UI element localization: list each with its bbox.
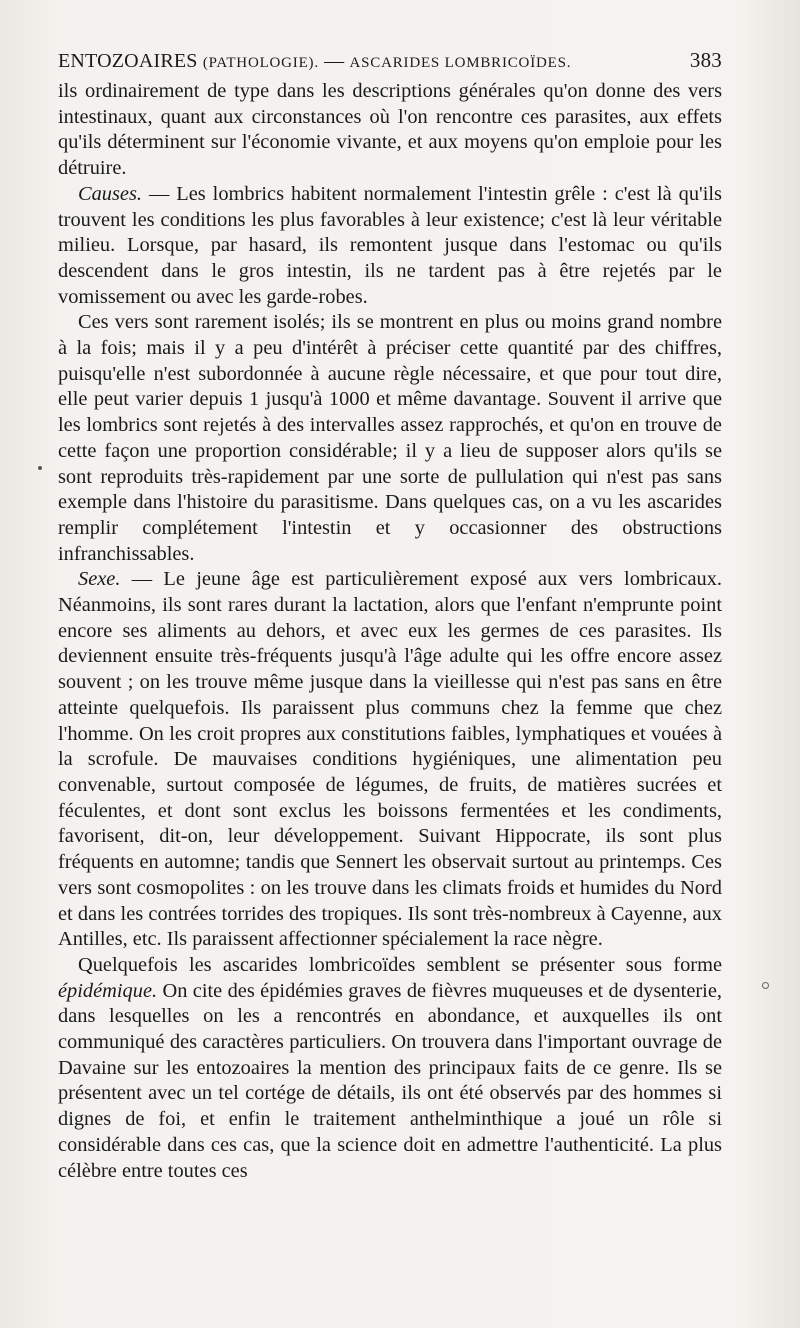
header-title: ENTOZOAIRES bbox=[58, 50, 198, 72]
body-text bbox=[58, 79, 722, 1184]
emphasis-epidemique: épidémique. bbox=[58, 979, 158, 1002]
paragraph-causes: Causes. — Les lombrics habitent normalement l'intestin grêle : c'est là qu'ils trouvent les conditions les plus favorables à leur existence; c'est là leur véritable milieu. Lorsque, par hasard, ils remontent jusque dans l'estomac ou qu'ils descendent dans le gros intestin, ils ne tardent pas à être rejetés par le vomissement ou avec les garde-robes. bbox=[58, 182, 722, 308]
running-header bbox=[58, 48, 722, 73]
running-title bbox=[58, 50, 571, 73]
paragraph: ils ordinairement de type dans les descriptions générales qu'on donne des vers intestinaux, quant aux circonstances où l'on rencontre ces parasites, aux effets qu'ils déterminent sur l'économie vivante, et aux moyens qu'on emploie pour les détruire. bbox=[58, 80, 722, 180]
page-number: 383 bbox=[689, 48, 722, 72]
header-dash: — bbox=[324, 50, 345, 72]
header-subtitle-b: ASCARIDES LOMBRICOÏDES. bbox=[349, 55, 572, 71]
header-subtitle-a: (PATHOLOGIE). bbox=[202, 55, 319, 71]
ink-speck-left bbox=[38, 466, 42, 470]
paragraph-sexe: Sexe. — Le jeune âge est particulièrement exposé aux vers lombricaux. Néanmoins, ils sont rares durant la lactation, alors que l'enfant n'emprunte point encore ses aliments au dehors, et avec eux les germes de ces parasites. Ils deviennent ensuite très-fréquents jusqu'à l'âge adulte qui les offre encore assez souvent ; on les trouve même jusque dans la vieillesse qui n'est pas sans en être atteinte quelquefois. Ils paraissent plus communs chez la femme que chez l'homme. On les croit propres aux constitutions faibles, lymphatiques et vouées à la scrofule. De mauvaises conditions hygiéniques, une alimentation peu convenable, surtout composée de légumes, de fruits, de matières sucrées et féculentes, et dont sont exclus les boissons fermentées et les condiments, favorisent, dit-on, leur développement. Suivant Hippocrate, ils sont plus fréquents en automne; tandis que Sennert les observait surtout au printemps. Ces vers sont cosmopolites : on les trouve dans les climats froids et humides du Nord et dans les contrées torrides des tropiques. Ils sont très-nombreux à Cayenne, aux Antilles, etc. Ils paraissent affectionner spécialement la race nègre. bbox=[58, 568, 722, 951]
ink-speck-right bbox=[762, 982, 769, 989]
paragraph: Ces vers sont rarement isolés; ils se montrent en plus ou moins grand nombre à la fois; mais il y a peu d'intérêt à préciser cette quantité par des chiffres, puisqu'elle n'est subordonnée à aucune règle nécessaire, et que pour tout dire, elle peut varier depuis 1 jusqu'à 1000 et même davantage. Souvent il arrive que les lombrics sont rejetés à des intervalles assez rapprochés, et qu'on en trouve de cette façon une proportion considérable; il y a lieu de supposer alors qu'ils se sont reproduits très-rapidement par une sorte de pullulation qui n'est pas sans exemple dans l'histoire du parasitisme. Dans quelques cas, on a vu les ascarides remplir complétement l'intestin et y occasionner des obstructions infranchissables. bbox=[58, 311, 722, 565]
paragraph: Quelquefois les ascarides lombricoïdes semblent se présenter sous forme épidémique. On cite des épidémies graves de fièvres muqueuses et de dysenterie, dans lesquelles on les a rencontrés en abondance, et auxquelles ils ont communiqué des caractères particuliers. On trouvera dans l'important ouvrage de Davaine sur les entozoaires la mention des principaux faits de ce genre. Ils se présentent avec un tel cortége de détails, ils ont été observés par des hommes si dignes de foi, et enfin le traitement anthelminthique a joué un rôle si considérable dans ces cas, que la science doit en admettre l'authenticité. La plus célèbre entre toutes ces bbox=[58, 953, 722, 1182]
section-lead-causes: Causes. bbox=[78, 182, 143, 205]
section-lead-sexe: Sexe. bbox=[78, 568, 121, 591]
